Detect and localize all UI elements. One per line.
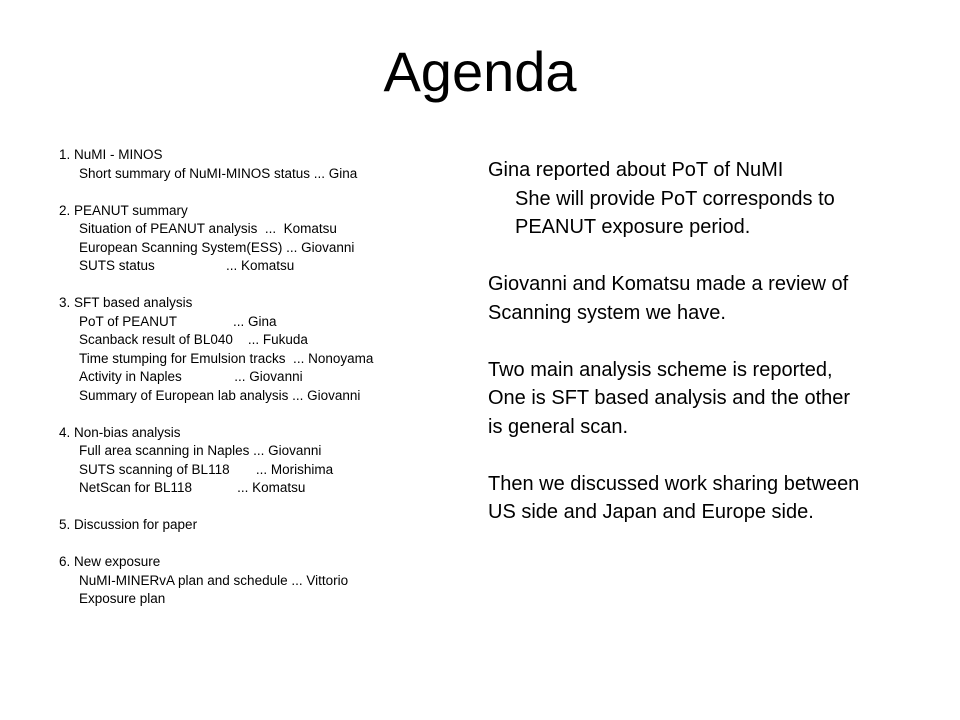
agenda-item: Time stumping for Emulsion tracks ... Nonoyama (79, 350, 374, 366)
agenda-item: NetScan for BL118 ... Komatsu (79, 480, 306, 495)
summary-line: Two main analysis scheme is reported, (488, 358, 833, 381)
summary-line: One is SFT based analysis and the other (488, 387, 851, 409)
slide-title: Agenda (383, 40, 577, 103)
summary-line: Then we discussed work sharing between (488, 472, 860, 495)
agenda-section (59, 294, 459, 405)
agenda-item: SUTS status ... Komatsu (79, 258, 295, 273)
agenda-section (59, 146, 459, 183)
summary-paragraph (488, 270, 948, 327)
summary-line: PEANUT exposure period. (515, 216, 751, 238)
agenda-item: Short summary of NuMI-MINOS status ... Gina (79, 165, 358, 181)
summary-paragraph (488, 156, 948, 242)
agenda-item: Situation of PEANUT analysis ... Komatsu (79, 221, 337, 236)
agenda-item: SUTS scanning of BL118 ... Morishima (79, 461, 334, 477)
agenda-section (59, 516, 459, 535)
meeting-summary (488, 156, 948, 555)
summary-line: Giovanni and Komatsu made a review of (488, 273, 849, 295)
summary-line: Gina reported about PoT of NuMI (488, 159, 784, 181)
agenda-item: Exposure plan (79, 591, 166, 606)
agenda-section-heading: 1. NuMI - MINOS (59, 147, 163, 162)
agenda-item: NuMI-MINERvA plan and schedule ... Vittorio (79, 572, 349, 588)
agenda-item: Scanback result of BL040 ... Fukuda (79, 332, 308, 347)
agenda-item: European Scanning System(ESS) ... Giovanni (79, 239, 355, 255)
agenda-section-heading: 6. New exposure (59, 554, 161, 569)
summary-line: She will provide PoT corresponds to (515, 187, 835, 210)
agenda-item: Activity in Naples ... Giovanni (79, 369, 303, 384)
agenda-section (59, 202, 459, 276)
agenda-section-heading: 5. Discussion for paper (59, 517, 198, 532)
summary-line: is general scan. (488, 415, 629, 438)
agenda-item: Full area scanning in Naples ... Giovanni (79, 443, 322, 458)
summary-paragraph (488, 470, 948, 527)
agenda-section-heading: 3. SFT based analysis (59, 295, 193, 310)
summary-line: US side and Japan and Europe side. (488, 501, 814, 523)
agenda-item: Summary of European lab analysis ... Giovanni (79, 387, 361, 403)
agenda-section (59, 553, 459, 609)
summary-paragraph (488, 356, 948, 442)
agenda-section-heading: 4. Non-bias analysis (59, 424, 181, 440)
agenda-section-heading: 2. PEANUT summary (59, 202, 188, 218)
agenda-item: PoT of PEANUT ... Gina (79, 313, 277, 329)
summary-line: Scanning system we have. (488, 301, 726, 324)
agenda-list (59, 146, 459, 627)
agenda-section (59, 424, 459, 498)
